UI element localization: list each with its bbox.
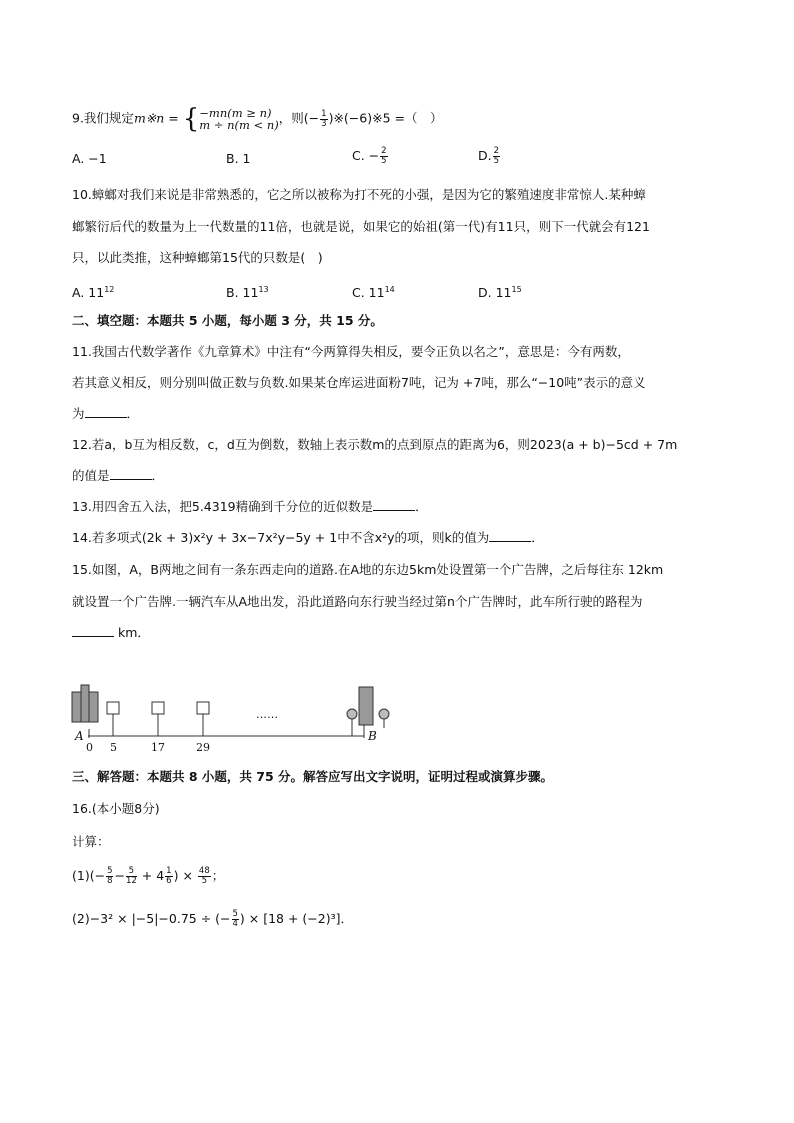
building-a-2 <box>81 685 89 722</box>
q13-line: 13.用四舍五入法，把5.4319精确到千分位的近似数是 ． <box>72 499 428 514</box>
q10-option-c[interactable]: C. $11^{14}$ <box>352 285 395 301</box>
section-2-heading: 二、填空题：本题共 5 小题，每小题 3 分，共 15 分。 <box>72 313 383 328</box>
q10-line-1: 10.蟑螂对我们来说是非常熟悉的，它之所以被称为打不死的小强，是因为它的繁殖速度非常惊人.某种蟑 <box>72 187 646 202</box>
tick-label-29: 29 <box>196 741 210 754</box>
q9-option-a[interactable]: A. −1 <box>72 151 107 166</box>
q10-option-a[interactable]: A. $11^{12}$ <box>72 285 115 301</box>
tick-label-5: 5 <box>110 741 117 754</box>
label-b: B <box>368 729 377 743</box>
q12-line-2: 的值是 ． <box>72 468 165 483</box>
q9-option-c-fraction: $\frac{2}{5}$ <box>381 146 387 166</box>
q13-answer-blank[interactable] <box>373 498 415 511</box>
q10-option-d[interactable]: D. $11^{15}$ <box>478 285 522 301</box>
billboard-3 <box>197 702 209 714</box>
q9-fraction: $\frac{1}{3}$ <box>321 108 327 129</box>
q11-answer-blank[interactable] <box>85 405 127 418</box>
label-a: A <box>75 729 84 743</box>
q11-line-2: 若其意义相反，则分别叫做正数与负数.如果某仓库运进面粉7吨，记为 +7吨，那么“−10吨”表示的意义 <box>72 375 646 390</box>
q10-line-3: 只，以此类推，这种蟑螂第15代的只数是( ) <box>72 250 323 265</box>
billboard-2 <box>152 702 164 714</box>
q16-p2-fraction: $\frac{5}{4}$ <box>232 909 238 929</box>
q9-option-b[interactable]: B. 1 <box>226 151 251 166</box>
left-brace: { <box>182 104 200 134</box>
tree-left-icon <box>347 709 357 719</box>
q16-p1-fraction-3: $\frac{1}{6}$ <box>166 866 172 886</box>
q9-case-1: −mn(m ≥ n) <box>199 106 272 120</box>
q9-option-c[interactable]: C. − $\frac{2}{5}$ <box>352 146 387 166</box>
tick-label-17: 17 <box>151 741 165 754</box>
q14-line: 14.若多项式(2k + 3)x²y + 3x−7x²y−5y + 1中不含x²y的项，则k的值为 ． <box>72 530 544 545</box>
billboard-1 <box>107 702 119 714</box>
q9-option-d-fraction: $\frac{2}{5}$ <box>493 146 500 166</box>
section-3-heading: 三、解答题：本题共 8 小题，共 75 分。解答应写出文字说明，证明过程或演算步骤。 <box>72 769 554 784</box>
q16-instruction: 计算： <box>72 834 110 849</box>
q10-option-b[interactable]: B. $11^{13}$ <box>226 285 269 301</box>
q15-line-2: 就设置一个广告牌.一辆汽车从A地出发，沿此道路向东行驶当经过第n个广告牌时，此车所行驶的路程为 <box>72 594 643 609</box>
building-a-1 <box>72 692 81 722</box>
building-a-3 <box>89 692 98 722</box>
q9-cases <box>199 107 279 131</box>
q15-line-3: km． <box>72 624 150 642</box>
q16-p1-fraction-2: $\frac{5}{12}$ <box>125 866 137 886</box>
q11-line-1: 11.我国古代数学著作《九章算术》中注有“今两算得失相反，要令正负以名之”，意思是：今有两数， <box>72 344 630 359</box>
q9-suffix: )※(−6)※5 =（ ） <box>328 110 443 126</box>
q15-line-1: 15.如图，A，B两地之间有一条东西走向的道路.在A地的东边5km处设置第一个广告牌，之后每往东 12km <box>72 562 664 577</box>
ellipsis: …… <box>256 708 278 721</box>
tick-label-0: 0 <box>86 741 93 754</box>
q12-answer-blank[interactable] <box>110 467 152 480</box>
q9-prefix: 9.我们规定 <box>72 110 134 126</box>
road-billboard-figure <box>68 680 398 756</box>
q16-p1-fraction-1: $\frac{5}{8}$ <box>107 866 113 886</box>
q9-middle: ，则(− <box>278 110 320 126</box>
q16-part-1: (1)(− $\frac{5}{8}$ − $\frac{5}{12}$ + 4 $\frac{1}{6}$ ) × $\frac{48}{5}$ ； <box>72 866 225 886</box>
q9-stem <box>72 106 442 132</box>
q14-answer-blank[interactable] <box>489 529 531 542</box>
q16-title: 16.(本小题8分) <box>72 801 160 816</box>
q15-answer-blank[interactable] <box>72 624 114 637</box>
q9-option-d[interactable]: D. $\frac{2}{5}$ <box>478 146 500 166</box>
q9-operator-def: m※n = <box>133 110 183 126</box>
q16-part-2: (2)−3² × |−5|−0.75 ÷ (− $\frac{5}{4}$ ) × [18 + (−2)³]． <box>72 909 353 929</box>
q10-line-2: 螂繁衍后代的数量为上一代数量的11倍，也就是说，如果它的始祖(第一代)有11只，则下一代就会有121 <box>72 219 650 234</box>
q16-p1-fraction-4: $\frac{48}{5}$ <box>198 866 210 886</box>
q11-line-3: 为 ． <box>72 406 140 421</box>
q12-line-1: 12.若a，b互为相反数，c，d互为倒数，数轴上表示数m的点到原点的距离为6，则2023(a + b)−5cd + 7m <box>72 437 678 452</box>
tree-right-icon <box>379 709 389 719</box>
building-b <box>359 687 373 725</box>
q9-case-2: m ÷ n(m < n) <box>199 118 279 132</box>
